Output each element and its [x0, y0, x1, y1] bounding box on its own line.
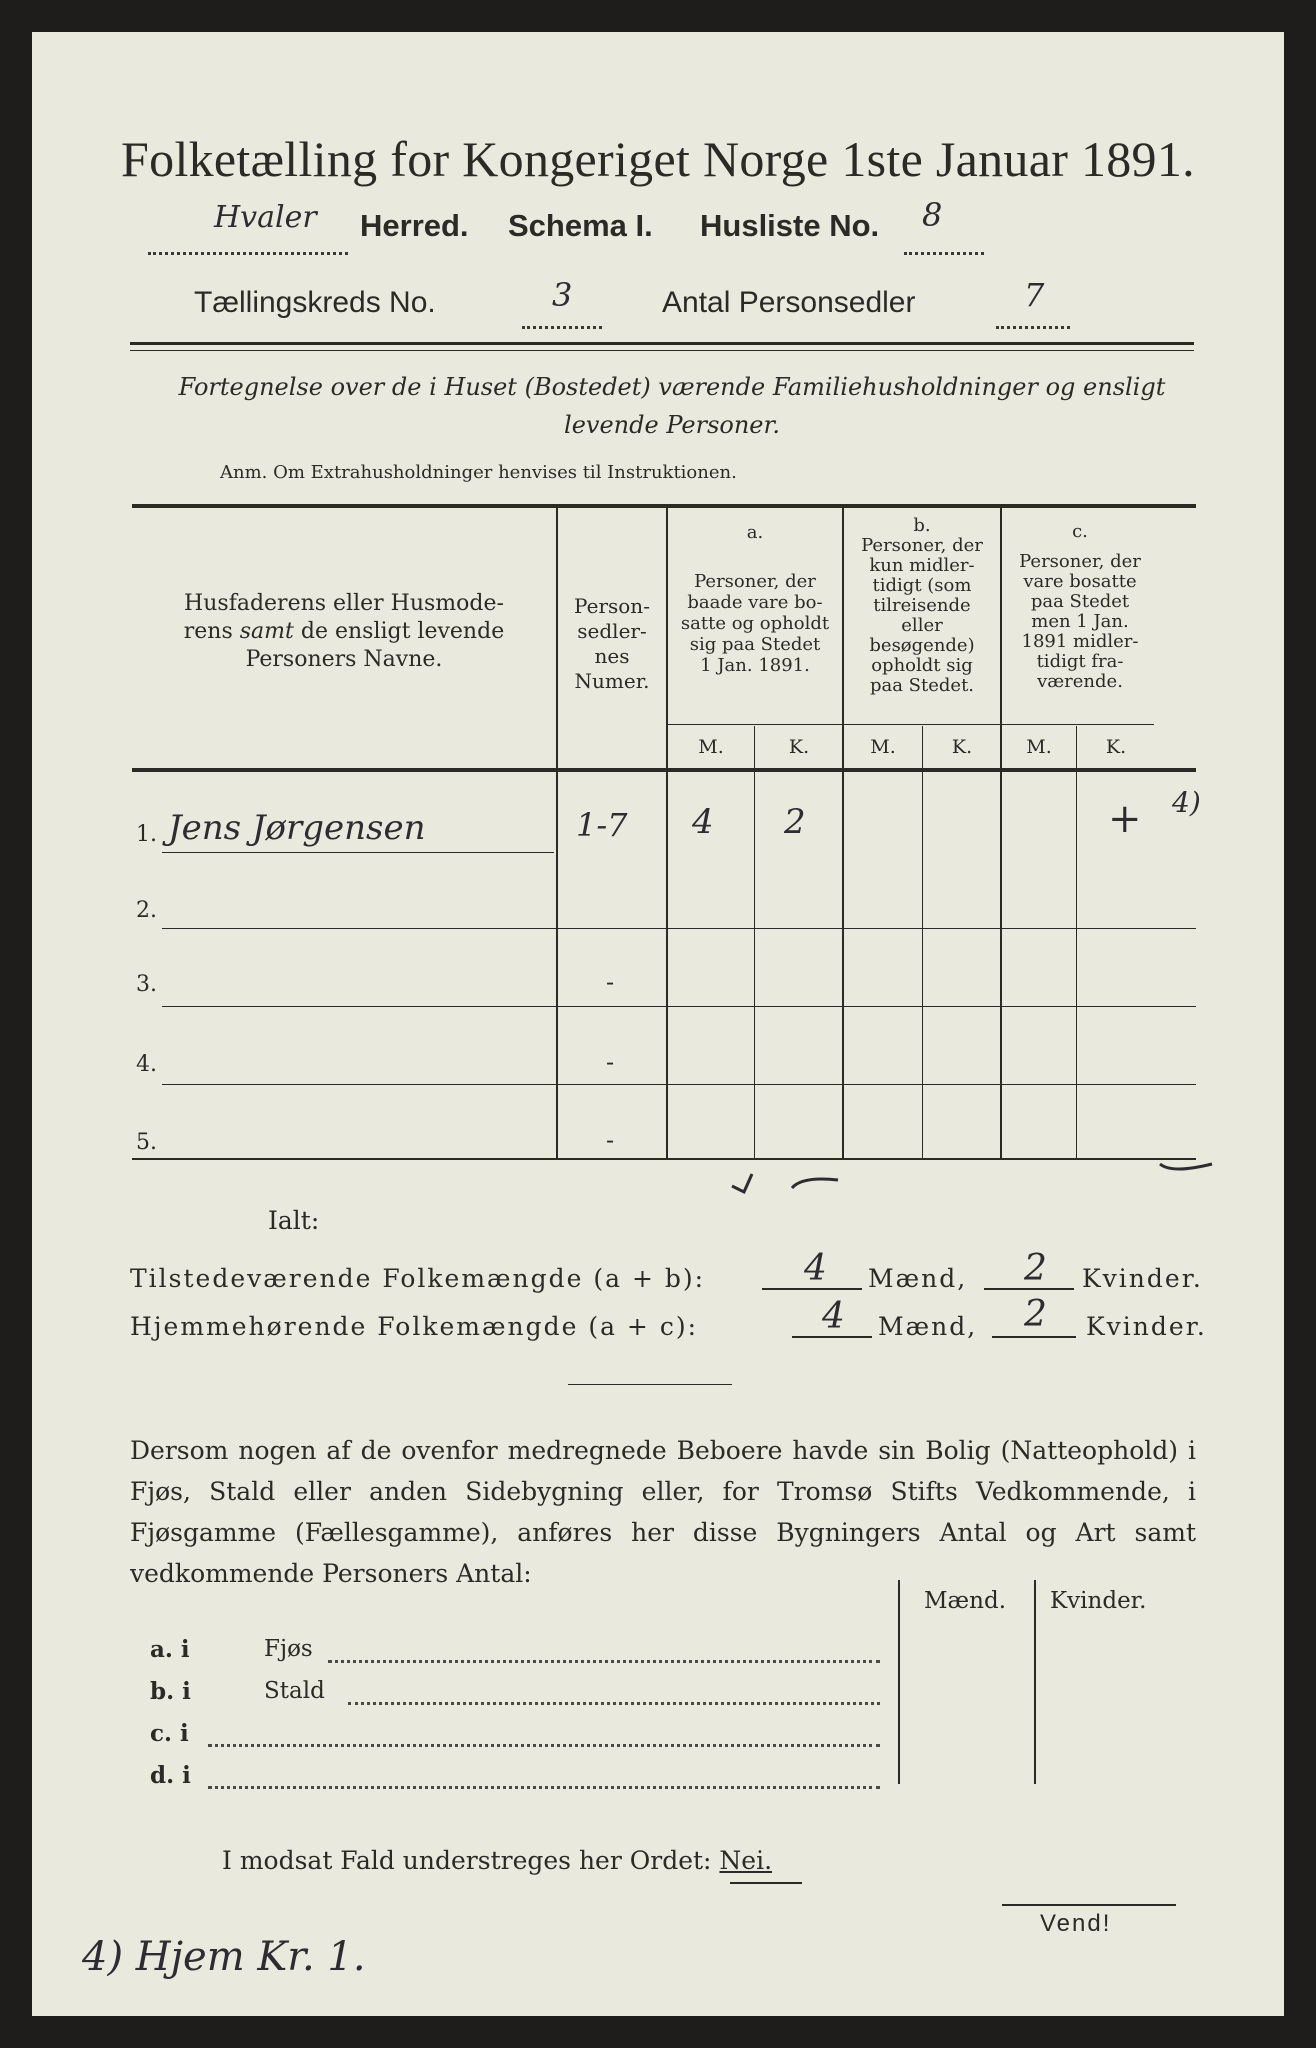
row-number: 2.: [136, 898, 157, 923]
form-title: Folketælling for Kongeriget Norge 1ste Januar 1891.: [121, 131, 1195, 187]
modsat-label: I modsat Fald understreges her Ordet:: [222, 1846, 712, 1875]
row-numer: -: [606, 968, 615, 996]
a-k-label: K.: [788, 736, 810, 758]
hjem-maend-value: 4: [822, 1296, 845, 1337]
building-letter: a. i: [150, 1636, 190, 1663]
mk-divider-c: [1076, 726, 1077, 1158]
tilst-maend-label: Mænd,: [868, 1264, 968, 1293]
nei-underline-pen: [730, 1882, 802, 1884]
building-dots: [208, 1786, 880, 1789]
row-number: 3.: [136, 972, 157, 997]
herred-value: Hvaler: [214, 200, 317, 235]
kreds-value: 3: [552, 276, 573, 314]
kreds-label: Tællingskreds No.: [194, 286, 436, 319]
building-label: Stald: [264, 1678, 325, 1704]
col-numer-line-4: Numer.: [574, 669, 650, 693]
building-dots: [328, 1660, 880, 1663]
col-b-line-8: paa Stedet.: [869, 675, 975, 696]
row-a-k: 2: [784, 802, 806, 842]
husliste-value: 8: [922, 196, 943, 234]
antal-label: Antal Personsedler: [662, 286, 916, 319]
col-a-line-4: sig paa Stedet: [689, 634, 821, 655]
col-a-line-3: satte og opholdt: [680, 613, 830, 634]
c-k-label: K.: [1105, 736, 1127, 758]
col-b-line-1: Personer, der: [861, 535, 983, 556]
form-subtitle: [132, 368, 1212, 444]
hjem-kvinder-value: 2: [1024, 1294, 1047, 1335]
b-m-label: M.: [870, 736, 896, 758]
col-b-line-5: eller: [901, 615, 943, 636]
col-a-letter: a.: [746, 522, 764, 543]
hjem-maend-label: Mænd,: [878, 1312, 978, 1341]
col-b-letter: b.: [913, 515, 931, 536]
col-a-line-2: baade vare bo-: [687, 592, 823, 613]
building-dots: [348, 1702, 880, 1705]
tilst-kvinder-value: 2: [1024, 1248, 1047, 1289]
row-underline: [162, 928, 1196, 929]
hjem-kvinder-label: Kvinder.: [1086, 1312, 1207, 1341]
table-top-rule: [132, 504, 1196, 508]
col-b-line-6: besøgende): [869, 635, 975, 656]
row-number: 1.: [136, 822, 157, 847]
mk-top-rule: [666, 724, 1154, 725]
vend-rule: [1002, 1904, 1176, 1906]
header-rule: [130, 342, 1194, 345]
col-a-line-1: Personer, der: [694, 571, 816, 592]
col-c-line-2: vare bosatte: [1023, 571, 1137, 592]
section-divider: [568, 1384, 732, 1385]
mk-divider-b: [922, 726, 923, 1158]
col-header-a: [668, 522, 842, 676]
col-divider-numer: [556, 508, 558, 1158]
col-name-line-2: rens samt de ensligt levende: [183, 619, 505, 644]
building-letter: c. i: [150, 1720, 189, 1747]
tilst-kvinder-label: Kvinder.: [1082, 1264, 1203, 1293]
schema-label: Schema I.: [508, 208, 653, 243]
row-name: Jens Jørgensen: [168, 808, 426, 848]
col-name-line-1: Husfaderens eller Husmode-: [184, 591, 504, 616]
col-c-line-4: men 1 Jan.: [1031, 611, 1129, 632]
anm-note: Anm. Om Extrahusholdninger henvises til Instruktionen.: [220, 462, 737, 483]
herred-label: Herred.: [360, 208, 469, 243]
row-underline: [162, 1084, 1196, 1085]
row-underline: [162, 1006, 1196, 1007]
col-b-line-7: opholdt sig: [871, 655, 973, 676]
col-numer-line-2: sedler-: [577, 619, 647, 643]
tilst-label: Tilstedeværende Folkemængde (a + b):: [130, 1264, 706, 1293]
col-numer-line-1: Person-: [574, 594, 650, 618]
col-header-name: [140, 590, 548, 674]
b-k-label: K.: [951, 736, 973, 758]
col-header-c: [1002, 522, 1158, 692]
hjem-label: Hjemmehørende Folkemængde (a + c):: [130, 1312, 698, 1341]
col-a-line-5: 1 Jan. 1891.: [700, 655, 810, 676]
pen-tick-marks: [692, 1152, 1232, 1212]
vend-label: Vend!: [1040, 1910, 1112, 1937]
building-label: Fjøs: [264, 1636, 313, 1662]
subtitle-line-2: levende Personer.: [564, 411, 780, 439]
husliste-label: Husliste No.: [700, 208, 880, 243]
husliste-field: [904, 228, 984, 255]
col-c-line-1: Personer, der: [1019, 551, 1141, 572]
modsat-text: [222, 1846, 772, 1875]
buildings-divider-1: [898, 1580, 900, 1784]
col-c-line-7: værende.: [1037, 671, 1123, 692]
header-rule-thin: [130, 350, 1194, 351]
hjem-kvinder-line: [992, 1336, 1076, 1338]
col-header-b: [844, 516, 1000, 696]
row-number: 4.: [136, 1052, 157, 1077]
row-margin-note: 4): [1172, 786, 1201, 819]
buildings-maend-header: Mænd.: [924, 1588, 1007, 1614]
buildings-paragraph: Dersom nogen af de ovenfor medregnede Beboere havde sin Bolig (Natteophold) i Fjøs, Stald eller anden Sidebygning eller, for Tromsø Stifts Vedkommende, i Fjøsgamme (Fællesgamme), anføres her disse Bygningers Antal og Art samt vedkommende Personers Antal:: [130, 1436, 1196, 1588]
subtitle-line-1: Fortegnelse over de i Huset (Bostedet) værende Familiehusholdninger og ensligt: [178, 373, 1166, 401]
row-a-m: 4: [692, 802, 714, 842]
col-b-line-4: tilreisende: [873, 595, 971, 616]
row-numer: -: [606, 1048, 615, 1076]
antal-value: 7: [1024, 276, 1045, 314]
building-letter: d. i: [150, 1762, 191, 1789]
col-name-line-3: Personers Navne.: [245, 647, 443, 672]
nei-word: Nei.: [719, 1846, 773, 1875]
row-c-k: +: [1108, 796, 1142, 842]
buildings-kvinder-header: Kvinder.: [1050, 1588, 1147, 1614]
col-numer-line-3: nes: [594, 644, 630, 668]
buildings-divider-2: [1034, 1580, 1036, 1784]
col-c-line-6: tidigt fra-: [1036, 651, 1124, 672]
col-c-line-3: paa Stedet: [1030, 591, 1130, 612]
building-letter: b. i: [150, 1678, 191, 1705]
header-bottom-rule: [132, 768, 1196, 772]
row-underline: [162, 852, 554, 853]
footer-note: 4) Hjem Kr. 1.: [82, 1934, 366, 1980]
row-number: 5.: [136, 1130, 157, 1155]
row-numer: 1-7: [576, 806, 628, 844]
col-header-numer: [560, 594, 664, 694]
col-c-line-5: 1891 midler-: [1021, 631, 1139, 652]
mk-divider-a: [754, 726, 755, 1158]
col-c-letter: c.: [1072, 521, 1088, 542]
row-numer: -: [606, 1126, 615, 1154]
col-b-line-2: kun midler-: [869, 555, 975, 576]
c-m-label: M.: [1026, 736, 1052, 758]
tilst-maend-value: 4: [804, 1248, 827, 1289]
ialt-label: Ialt:: [268, 1206, 320, 1235]
building-dots: [208, 1744, 880, 1747]
a-m-label: M.: [698, 736, 724, 758]
census-form-page: [32, 32, 1284, 2016]
col-b-line-3: tidigt (som: [872, 575, 972, 596]
